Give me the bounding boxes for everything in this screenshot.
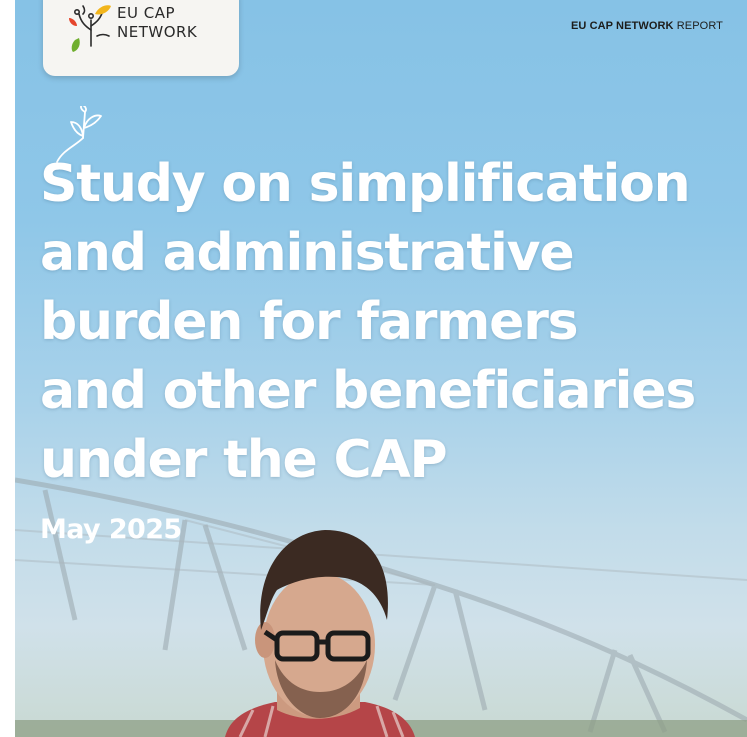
eu-cap-network-logo [43,0,239,76]
title-line: burden for farmers [40,292,578,352]
logo-line-2: NETWORK [117,23,198,41]
report-tag-label: REPORT [676,20,723,32]
title-line: and administrative [40,223,574,283]
publication-date: May 2025 [40,514,182,545]
cover-photo [15,470,747,737]
report-tag-brand: EU CAP NETWORK [570,20,674,32]
report-title [40,150,700,495]
report-cover [15,0,747,737]
report-tag [571,20,723,32]
logo-wordmark [117,4,197,42]
plant-logo-icon [65,0,117,52]
title-line: under the CAP [40,430,447,490]
logo-line-1: EU CAP [117,4,176,22]
title-line: Study on simplification [40,154,690,214]
title-line: and other beneficiaries [40,361,696,421]
